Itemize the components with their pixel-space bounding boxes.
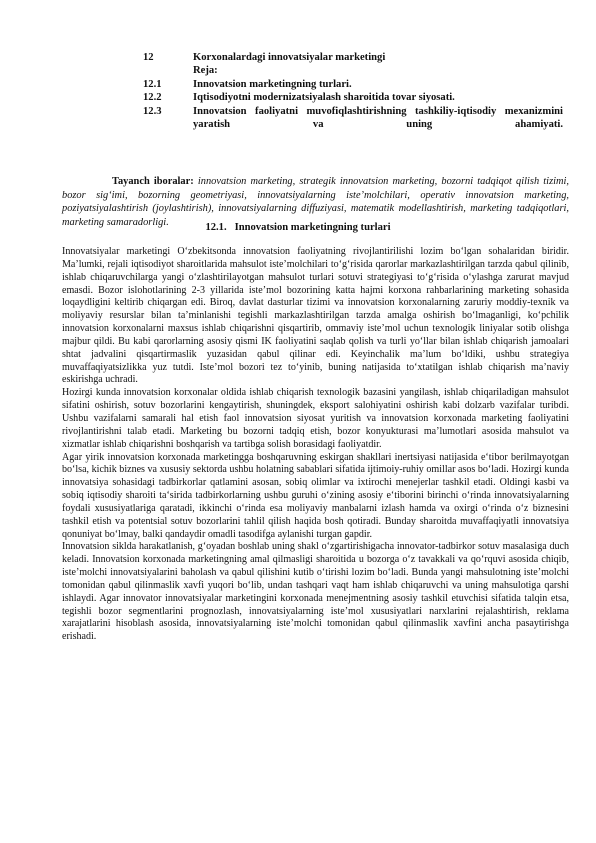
paragraph: Innovatsion siklda harakatlanish, g‘oyadan boshlab uning shakl o‘zgartirishigacha innovator-tadbirkor sotuv masalasiga duch keladi. Innovatsion korxonada marketingning amal qilmasligi sharoitida u bozorga o‘z tavakkali va qo‘rquvi asosida chiqib, iste’molchi innovatsiyalarini baholash va qabul qilishini kutib o‘tirishi lozim bo‘ladi. Bunda yangi mahsulotning iste’molchi tomonidan qabul qilinmaslik xavfi yuqori bo‘lib, undan tashqari vaqt ham ishlab chiqaruvchi va uning mahsulotiga qarshi ishlaydi. Agar innovator innovatsiyalar marketingini korxonada menejmentning asosiy tashkil etuvchisi sifatida talqin etsa, tegishli bozor segmentlarini prognozlash, innovatsiyalarning iste’mol xususiyatlari narxlarini rejalashtirish, reklama xarajatlarini hisoblash asosida, innovatsiyalarning iste’molchi tomonidan qabul qilinmaslik xavfini ancha pasaytirishga erishadi. <box>62 541 569 643</box>
plan-item <box>143 105 563 132</box>
chapter-heading <box>143 51 563 64</box>
section-title: Innovatsion marketingning turlari <box>234 222 391 233</box>
keywords-text: innovatsion marketing, strategik innovatsion marketing, bozorni tadqiqot qilish tizimi, bozor sig‘imi, bozorning geometriyasi, innovatsiyalarning iste’molchilari, operativ innovatsion marketing, poziyatsiyalashtirish (joylashtirish), innovatsiyalarning diffuziyasi, matematik modellashtirish, marketing tadqiqotlari, marketing samaradorligi. <box>62 176 569 228</box>
plan-label: Reja: <box>193 65 218 77</box>
plan-label-row <box>143 64 563 77</box>
paragraph: Hozirgi kunda innovatsion korxonalar oldida ishlab chiqarish texnologik bazasini yangilash, ishlab chiqariladigan mahsulot sifatini oshirish, sotuv bozorlarini kengaytirish, shuningdek, eksport salohiyatini oshirish kabi dolzarb vazifalar turibdi. Ushbu vazifalarni samarali hal etish faol innovatsion siyosat yuritish va innovatsion korxonada marketing faoliyatini rivojlantirishni talab etadi. Marketing bu bozorni tadqiq etish, bozor konyukturasi ma’lumotlari asosida mahsulot va xizmatlar ishlab chiqarishni boshqarish va tartibga solish borasidagi faoliyatdir. <box>62 387 569 450</box>
keywords-label: Tayanch iboralar: <box>112 176 194 187</box>
chapter-plan <box>143 51 563 131</box>
plan-item-text: Innovatsion marketingning turlari. <box>193 78 352 90</box>
plan-item-number: 12.1 <box>143 78 162 90</box>
body-text <box>62 246 569 644</box>
plan-item <box>143 78 563 91</box>
plan-item-text: Iqtisodiyotni modernizatsiyalash sharoitida tovar siyosati. <box>193 92 455 104</box>
section-number: 12.1. <box>205 222 227 233</box>
plan-item-number: 12.2 <box>143 92 162 104</box>
paragraph: Agar yirik innovatsion korxonada marketingga boshqaruvning eskirgan shakllari inertsiyasi natijasida e‘tibor berilmayotgan bo‘lsa, kichik biznes va xususiy sektorda ushbu holatning sabablari sifatida ijtimoiy-ruhiy omillar asos bo‘ladi. Hozirgi kunda innovatsiya sohasidagi tadbirkorlar qatlamini asosan, sobiq olimlar va ixtirochi menejerlar tashkil etadi. Oldingi kasbi va sobiq iqtisodiy sharoiti ta‘sirida tadbirkorlarning ushbu guruhi o‘zining asosiy e‘tiborini birinchi o‘rinda innovatsiyalarning foydali xususiyatlariga qaratadi, ikkinchi o‘rinda esa moliyaviy manbalarni izlash hamda va oxirgi o‘rinda o‘z biznesini tashkil etish va potentsial sotuv bozorlarini tahlil qilish haqida bosh qotiradi. Bunday sharoitda muvaffaqiyatli innovatsiya qonuniyat bo‘lmay, balki qandaydir omadli tasodifga aylanishi turgan gapdir. <box>62 451 569 540</box>
chapter-title: Korxonalardagi innovatsiyalar marketingi <box>193 52 386 63</box>
section-heading <box>0 222 596 233</box>
chapter-number: 12 <box>143 52 154 63</box>
plan-item <box>143 91 563 104</box>
plan-item-text: Innovatsion faoliyatni muvofiqlashtirishning tashkiliy-iqtisodiy mexanizmini yaratish va uning ahamiyati. <box>193 105 563 131</box>
paragraph: Innovatsiyalar marketingi O‘zbekitsonda innovatsion faoliyatning rivojlantirilishi lozim bo‘lgan sohalaridan biridir. Ma’lumki, rejali iqtisodiyot sharoitlarida mahsulot iste’molchilari to‘g‘risida qarorlar markazlashtirilgan tarzda qabul qilinib, ishlab chiqaruvchilarga yangi o‘zlashtirilayotgan mahsulot turlari sotuvi strategiyasi to‘g‘risida o‘ylashga zarurat mavjud emasdi. Bozor islohotlarining 2-3 yillarida iste’mol bozorining katta hajmi korxona rahbarlarining marketing sohasida loqaydligini keltirib chiqargan edi. Biroq, davlat dasturlar tizimi va innovatsion korxonalarning zaruriy moddiy-texnik va moliyaviy resurslar bilan ta’minlanishi tegishli markazlashtirilgan tarzda amalga oshirish bo‘lmaganligi, ko‘pchilik innovatsion korxonalarni maxsus ishlab chiqarishni qisqartirib, ommaviy iste’mol uchun texnologik liniyalar sotib olishga majbur qildi. Bu kabi qarorlarning asosiy qismi IK faoliyatini saqlab qolish va turli yo‘llar bilan ishlab chiqarish jamoalari shtat jadvalini qisqartirmaslik yuzasidan qabul qilinar edi. Keyinchalik ma’lum bo‘ldiki, ushbu strategiya muvaffaqiyatsizlikka yuz tutdi. Iste’mol bozori tez to‘yinib, buning natijasida to‘xtatilgan ishlab chiqarish ma’naviy eskirishga uchradi. <box>62 246 569 386</box>
plan-item-number: 12.3 <box>143 105 162 117</box>
